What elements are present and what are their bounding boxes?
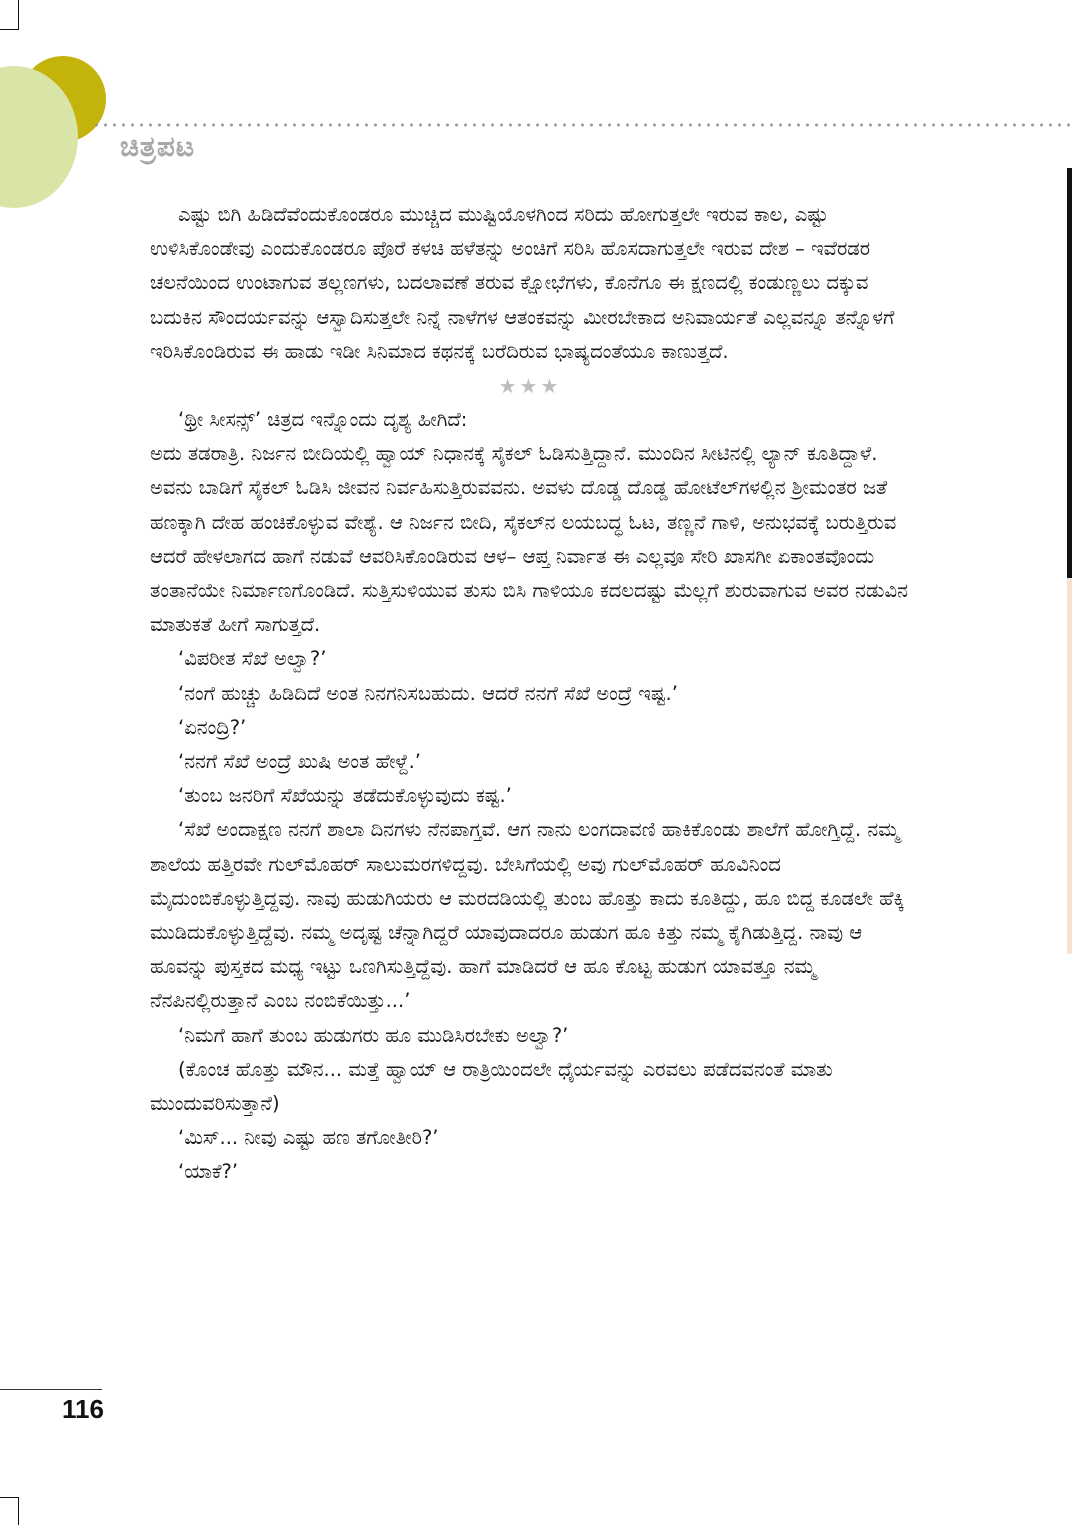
section-title: ಚಿತ್ರಪಟ: [120, 130, 196, 163]
crop-mark-bottom-horizontal: [0, 1497, 19, 1498]
dialogue-line: ‘ನಂಗೆ ಹುಚ್ಚು ಹಿಡಿದಿದೆ ಅಂತ ನಿನಗನಿಸಬಹುದು. ಆದರೆ ನನಗೆ ಸೆಖೆ ಅಂದ್ರೆ ಇಷ್ಟ.’: [178, 681, 678, 705]
stage-direction: (ಕೊಂಚ ಹೊತ್ತು ಮೌನ... ಮತ್ತೆ ಹ್ವಾಯ್ ಆ ರಾತ್ರಿಯಿಂದಲೇ ಧೈರ್ಯವನ್ನು ಎರವಲು ಪಡೆದವನಂತೆ ಮಾತು ಮುಂದುವರಿಸುತ್ತಾನೆ): [150, 1057, 833, 1116]
right-edge-tint: [1067, 578, 1072, 954]
dialogue-line: ‘ಸೆಖೆ ಅಂದಾಕ್ಷಣ ನನಗೆ ಶಾಲಾ ದಿನಗಳು ನೆನಪಾಗ್ತವೆ. ಆಗ ನಾನು ಲಂಗದಾವಣಿ ಹಾಕಿಕೊಂಡು ಶಾಲೆಗೆ ಹೋಗ್ತಿದ್ದೆ. ನಮ್ಮ ಶಾಲೆಯ ಹತ್ತಿರವೇ ಗುಲ್‌ಮೊಹರ್ ಸಾಲುಮರಗಳಿದ್ದವು. ಬೇಸಿಗೆಯಲ್ಲಿ ಅವು ಗುಲ್‌ಮೊಹರ್ ಹೂವಿನಿಂದ ಮೈದುಂಬಿಕೊಳ್ಳುತ್ತಿದ್ದವು. ನಾವು ಹುಡುಗಿಯರು ಆ ಮರದಡಿಯಲ್ಲಿ ತುಂಬ ಹೊತ್ತು ಕಾದು ಕೂತಿದ್ದು, ಹೂ ಬಿದ್ದ ಕೂಡಲೇ ಹೆಕ್ಕಿ ಮುಡಿದುಕೊಳ್ಳುತ್ತಿದ್ದೆವು. ನಮ್ಮ ಅದೃಷ್ಟ ಚೆನ್ನಾಗಿದ್ದರೆ ಯಾವುದಾದರೂ ಹುಡುಗ ಹೂ ಕಿತ್ತು ನಮ್ಮ ಕೈಗಿಡುತ್ತಿದ್ದ. ನಾವು ಆ ಹೂವನ್ನು ಪುಸ್ತಕದ ಮಧ್ಯ ಇಟ್ಟು ಒಣಗಿಸುತ್ತಿದ್ದೆವು. ಹಾಗೆ ಮಾಡಿದರೆ ಆ ಹೂ ಕೊಟ್ಟ ಹುಡುಗ ಯಾವತ್ತೂ ನಮ್ಮ ನೆನಪಿನಲ್ಲಿರುತ್ತಾನೆ ಎಂಬ ನಂಬಿಕೆಯಿತ್ತು...’: [150, 818, 905, 1013]
dialogue-line: ‘ನನಗೆ ಸೆಖೆ ಅಂದ್ರೆ ಖುಷಿ ಅಂತ ಹೇಳ್ದೆ.’: [178, 750, 421, 774]
footer-rule: [0, 1389, 102, 1390]
crop-mark-top-horizontal: [0, 29, 19, 30]
crop-mark-top-vertical: [18, 0, 19, 30]
dotted-header-rule: [92, 122, 1072, 128]
page-number: 116: [62, 1394, 104, 1424]
crop-mark-bottom-vertical: [18, 1498, 19, 1525]
right-edge-bar: [1067, 168, 1072, 578]
paragraph: ಅದು ತಡರಾತ್ರಿ. ನಿರ್ಜನ ಬೀದಿಯಲ್ಲಿ ಹ್ವಾಯ್ ನಿಧಾನಕ್ಕೆ ಸೈಕಲ್ ಓಡಿಸುತ್ತಿದ್ದಾನೆ. ಮುಂದಿನ ಸೀಟಿನಲ್ಲಿ ಲ್ಯಾನ್ ಕೂತಿದ್ದಾಳೆ. ಅವನು ಬಾಡಿಗೆ ಸೈಕಲ್ ಓಡಿಸಿ ಜೀವನ ನಿರ್ವಹಿಸುತ್ತಿರುವವನು. ಅವಳು ದೊಡ್ಡ ದೊಡ್ಡ ಹೋಟೆಲ್‌ಗಳಲ್ಲಿನ ಶ್ರೀಮಂತರ ಜತೆ ಹಣಕ್ಕಾಗಿ ದೇಹ ಹಂಚಿಕೊಳ್ಳುವ ವೇಶ್ಯೆ. ಆ ನಿರ್ಜನ ಬೀದಿ, ಸೈಕಲ್‌ನ ಲಯಬದ್ಧ ಓಟ, ತಣ್ಣನೆ ಗಾಳಿ, ಅನುಭವಕ್ಕೆ ಬರುತ್ತಿರುವ ಆದರೆ ಹೇಳಲಾಗದ ಹಾಗೆ ನಡುವೆ ಆವರಿಸಿಕೊಂಡಿರುವ ಆಳ– ಆಪ್ತ ನಿರ್ವಾತ ಈ ಎಲ್ಲವೂ ಸೇರಿ ಖಾಸಗೀ ಏಕಾಂತವೊಂದು ತಂತಾನೆಯೇ ನಿರ್ಮಾಣಗೊಂಡಿದೆ. ಸುತ್ತಿಸುಳಿಯುವ ತುಸು ಬಿಸಿ ಗಾಳಿಯೂ ಕದಲದಷ್ಟು ಮೆಲ್ಲಗೆ ಶುರುವಾಗುವ ಅವರ ನಡುವಿನ ಮಾತುಕತೆ ಹೀಗೆ ಸಾಗುತ್ತದೆ.: [150, 442, 908, 637]
dialogue-line: ‘ಏನಂದ್ರಿ?’: [178, 715, 247, 739]
dialogue-line: ‘ವಿಪರೀತ ಸೆಖೆ ಅಲ್ವಾ?’: [178, 647, 327, 671]
article-body: [150, 198, 910, 1190]
paragraph: ‘ಥ್ರೀ ಸೀಸನ್ಸ್’ ಚಿತ್ರದ ಇನ್ನೊಂದು ದೃಶ್ಯ ಹೀಗಿದೆ:: [178, 408, 468, 432]
dialogue-line: ‘ನಿಮಗೆ ಹಾಗೆ ತುಂಬ ಹುಡುಗರು ಹೂ ಮುಡಿಸಿರಬೇಕು ಅಲ್ವಾ?’: [178, 1023, 569, 1047]
dialogue-line: ‘ಮಿಸ್... ನೀವು ಎಷ್ಟು ಹಣ ತಗೋತೀರಿ?’: [178, 1126, 439, 1150]
section-separator: ★★★: [498, 374, 562, 399]
dialogue-line: ‘ಯಾಕೆ?’: [178, 1160, 239, 1184]
dialogue-line: ‘ತುಂಬ ಜನರಿಗೆ ಸೆಖೆಯನ್ನು ತಡೆದುಕೊಳ್ಳುವುದು ಕಷ್ಟ.’: [178, 784, 512, 808]
intro-paragraph: ಎಷ್ಟು ಬಿಗಿ ಹಿಡಿದೆವೆಂದುಕೊಂಡರೂ ಮುಚ್ಚಿದ ಮುಷ್ಟಿಯೊಳಗಿಂದ ಸರಿದು ಹೋಗುತ್ತಲೇ ಇರುವ ಕಾಲ, ಎಷ್ಟು ಉಳಿಸಿಕೊಂಡೇವು ಎಂದುಕೊಂಡರೂ ಪೊರೆ ಕಳಚಿ ಹಳೆತನ್ನು ಅಂಚಿಗೆ ಸರಿಸಿ ಹೊಸದಾಗುತ್ತಲೇ ಇರುವ ದೇಶ – ಇವೆರಡರ ಚಲನೆಯಿಂದ ಉಂಟಾಗುವ ತಲ್ಲಣಗಳು, ಬದಲಾವಣೆ ತರುವ ಕ್ಷೋಭೆಗಳು, ಕೊನೆಗೂ ಈ ಕ್ಷಣದಲ್ಲಿ ಕಂಡುಣ್ಣಲು ದಕ್ಕುವ ಬದುಕಿನ ಸೌಂದರ್ಯವನ್ನು ಆಸ್ವಾದಿಸುತ್ತಲೇ ನಿನ್ನೆ ನಾಳೆಗಳ ಆತಂಕವನ್ನು ಮೀರಬೇಕಾದ ಅನಿವಾರ್ಯತೆ ಎಲ್ಲವನ್ನೂ ತನ್ನೊಳಗೆ ಇರಿಸಿಕೊಂಡಿರುವ ಈ ಹಾಡು ಇಡೀ ಸಿನಿಮಾದ ಕಥನಕ್ಕೆ ಬರೆದಿರುವ ಭಾಷ್ಯದಂತೆಯೂ ಕಾಣುತ್ತದೆ.: [150, 203, 895, 363]
